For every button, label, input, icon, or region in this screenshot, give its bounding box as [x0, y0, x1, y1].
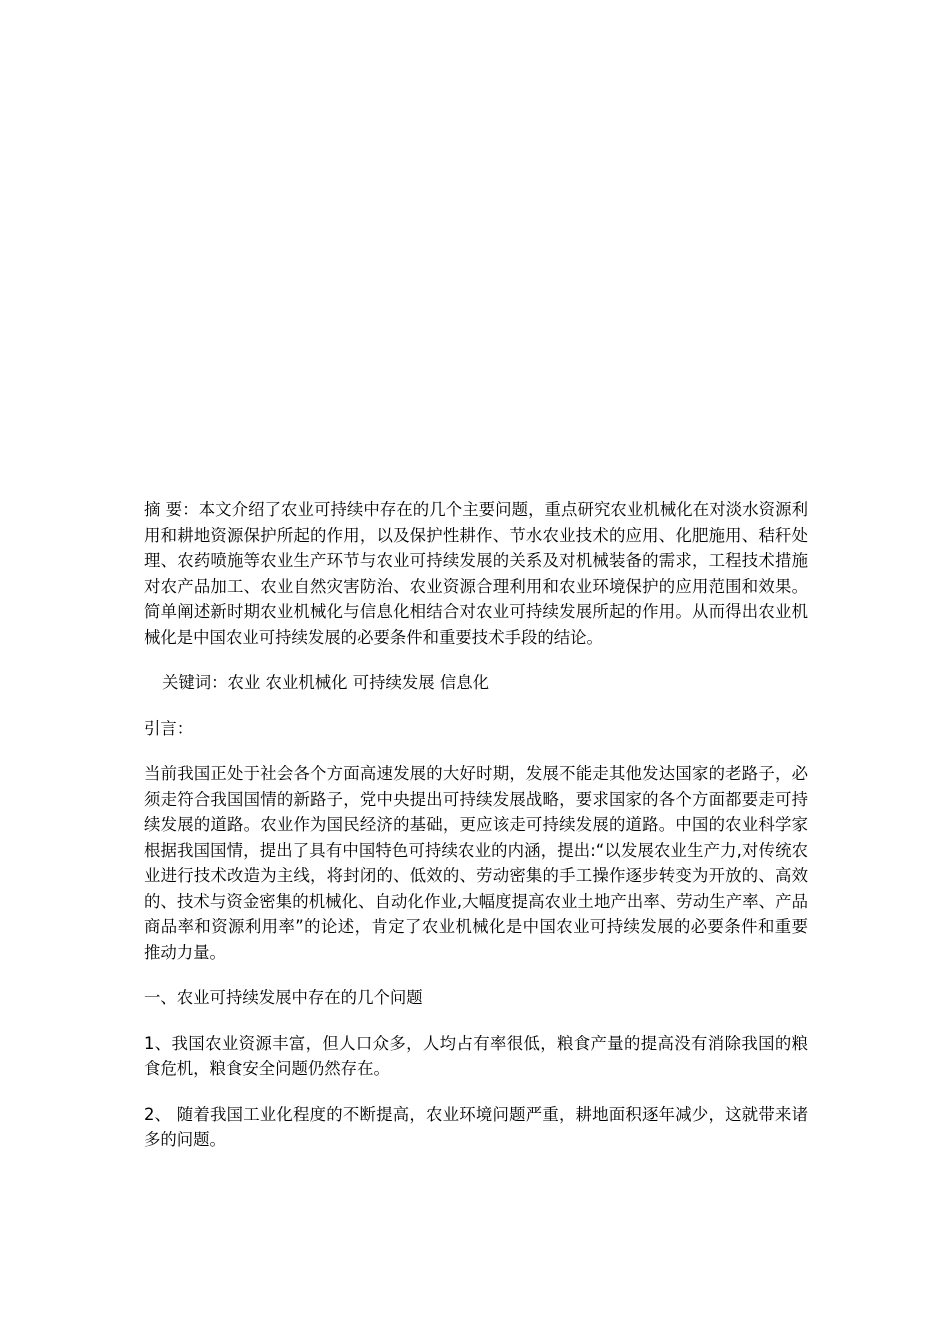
section-heading: 一、农业可持续发展中存在的几个问题 [144, 988, 423, 1007]
list-item: 1、我国农业资源丰富，但人口众多，人均占有率很低，粮食产量的提高没有消除我国的粮食危机，粮食安全问题仍然存在。 [144, 1033, 808, 1078]
intro-heading: 引言： [144, 718, 194, 738]
intro-paragraph: 当前我国正处于社会各个方面高速发展的大好时期，发展不能走其他发达国家的老路子，必须走符合我国国情的新路子，党中央提出可持续发展战略，要求国家的各个方面都要走可持续发展的道路。农业作为国民经济的基础，更应该走可持续发展的道路。中国的农业科学家根据我国国情，提出了具有中国特色可持续农业的内涵，提出:“以发展农业生产力,对传统农业进行技术改造为主线，将封闭的、低效的、劳动密集的手工操作逐步转变为开放的、高效的、技术与资金密集的机械化、自动化作业,大幅度提高农业土地产出率、劳动生产率、产品商品率和资源利用率”的论述，肯定了农业机械化是中国农业可持续发展的必要条件和重要推动力量。 [144, 764, 808, 962]
keywords-line: 关键词：农业 农业机械化 可持续发展 信息化 [162, 673, 490, 692]
document-body [144, 497, 808, 1153]
abstract-paragraph: 摘 要：本文介绍了农业可持续中存在的几个主要问题，重点研究农业机械化在对淡水资源利用和耕地资源保护所起的作用，以及保护性耕作、节水农业技术的应用、化肥施用、秸秆处理、农药喷施等农业生产环节与农业可持续发展的关系及对机械装备的需求，工程技术措施对农产品加工、农业自然灾害防治、农业资源合理利用和农业环境保护的应用范围和效果。简单阐述新时期农业机械化与信息化相结合对农业可持续发展所起的作用。从而得出农业机械化是中国农业可持续发展的必要条件和重要技术手段的结论。 [144, 500, 808, 647]
list-item: 2、 随着我国工业化程度的不断提高，农业环境问题严重，耕地面积逐年减少，这就带来诸多的问题。 [144, 1104, 808, 1149]
